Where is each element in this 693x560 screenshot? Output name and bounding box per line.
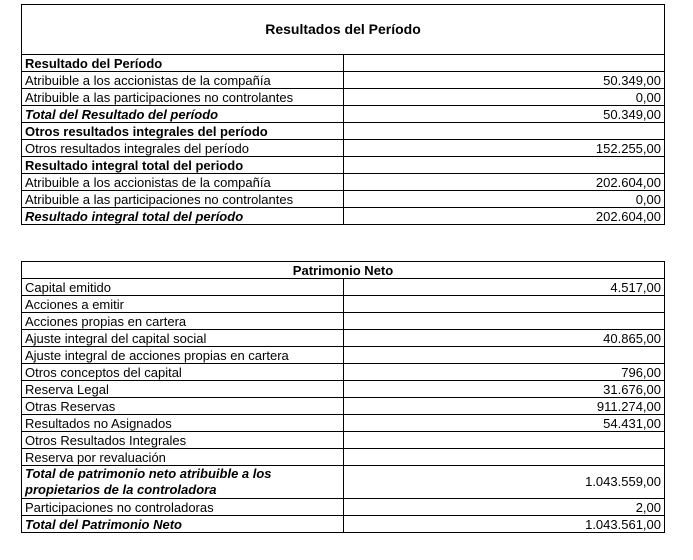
row-label: Ajuste integral de acciones propias en cartera	[22, 347, 344, 364]
table-row	[22, 432, 665, 449]
resultados-title: Resultados del Período	[22, 5, 665, 55]
row-value	[343, 313, 665, 330]
row-label: Otros resultados integrales del período	[22, 123, 344, 140]
row-label: Otros conceptos del capital	[22, 364, 344, 381]
row-label: Resultado integral total del periodo	[22, 157, 344, 174]
row-value: 911.274,00	[343, 398, 665, 415]
resultados-header-row	[22, 5, 665, 55]
table-row	[22, 296, 665, 313]
table-row	[22, 191, 665, 208]
row-label: Total del Patrimonio Neto	[22, 516, 344, 533]
row-value: 40.865,00	[343, 330, 665, 347]
row-label: Atribuible a las participaciones no controlantes	[22, 191, 344, 208]
row-value: 152.255,00	[343, 140, 665, 157]
row-label: Total del Resultado del período	[22, 106, 344, 123]
table-row	[22, 466, 665, 499]
row-label: Ajuste integral del capital social	[22, 330, 344, 347]
table-row	[22, 123, 665, 140]
row-label: Participaciones no controladoras	[22, 499, 344, 516]
table-row	[22, 313, 665, 330]
table-row	[22, 398, 665, 415]
row-value: 0,00	[343, 191, 665, 208]
table-row	[22, 106, 665, 123]
row-label: Atribuible a las participaciones no controlantes	[22, 89, 344, 106]
row-value: 1.043.561,00	[343, 516, 665, 533]
row-label: Otras Reservas	[22, 398, 344, 415]
row-label: Reserva por revaluación	[22, 449, 344, 466]
row-value: 202.604,00	[343, 174, 665, 191]
row-label: Resultado integral total del período	[22, 208, 344, 225]
row-label: Otros resultados integrales del período	[22, 140, 344, 157]
row-label: Otros Resultados Integrales	[22, 432, 344, 449]
row-value	[343, 157, 665, 174]
row-value	[343, 432, 665, 449]
row-value: 2,00	[343, 499, 665, 516]
row-value: 50.349,00	[343, 72, 665, 89]
table-row	[22, 89, 665, 106]
table-row	[22, 415, 665, 432]
row-label: Atribuible a los accionistas de la compañía	[22, 174, 344, 191]
table-row	[22, 279, 665, 296]
row-value: 1.043.559,00	[343, 466, 665, 499]
row-value	[343, 347, 665, 364]
row-label: Resultado del Período	[22, 55, 344, 72]
table-row	[22, 72, 665, 89]
row-value	[343, 449, 665, 466]
row-label: Acciones propias en cartera	[22, 313, 344, 330]
row-value: 0,00	[343, 89, 665, 106]
table-row	[22, 140, 665, 157]
row-label: Atribuible a los accionistas de la compañía	[22, 72, 344, 89]
row-value	[343, 55, 665, 72]
table-row	[22, 516, 665, 533]
row-label: Total de patrimonio neto atribuible a los propietarios de la controladora	[22, 466, 344, 499]
table-row	[22, 330, 665, 347]
row-label: Reserva Legal	[22, 381, 344, 398]
row-label: Acciones a emitir	[22, 296, 344, 313]
table-row	[22, 208, 665, 225]
row-value	[343, 123, 665, 140]
table-row	[22, 347, 665, 364]
resultados-table	[21, 4, 665, 225]
row-value: 4.517,00	[343, 279, 665, 296]
row-label: Capital emitido	[22, 279, 344, 296]
row-value: 202.604,00	[343, 208, 665, 225]
row-value: 50.349,00	[343, 106, 665, 123]
table-row	[22, 174, 665, 191]
table-row	[22, 364, 665, 381]
table-row	[22, 157, 665, 174]
row-value: 31.676,00	[343, 381, 665, 398]
row-label: Resultados no Asignados	[22, 415, 344, 432]
row-value	[343, 296, 665, 313]
patrimonio-table	[21, 261, 665, 533]
table-row	[22, 381, 665, 398]
patrimonio-header-row	[22, 262, 665, 279]
row-value: 796,00	[343, 364, 665, 381]
row-value: 54.431,00	[343, 415, 665, 432]
table-row	[22, 499, 665, 516]
table-row	[22, 449, 665, 466]
patrimonio-title: Patrimonio Neto	[22, 262, 665, 279]
table-row	[22, 55, 665, 72]
